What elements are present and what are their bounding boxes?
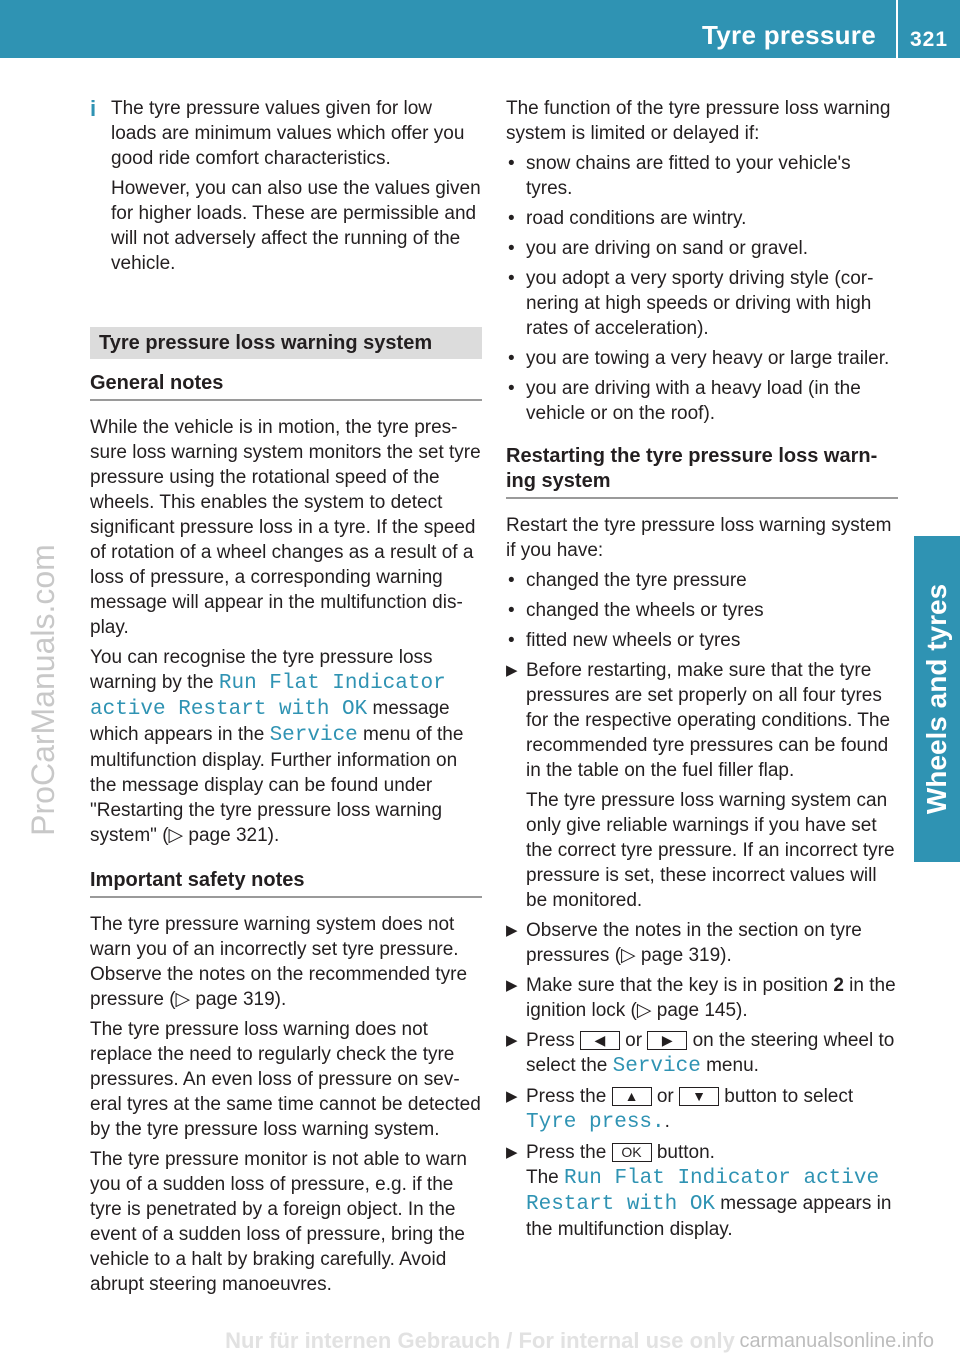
page-header-bar <box>0 0 960 58</box>
step-text: Observe the notes in the section on tyre pressures (▷ page 319). <box>526 920 862 966</box>
display-menu-item: Tyre press. <box>526 1111 665 1134</box>
step-text <box>526 1084 898 1135</box>
instruction-step <box>506 658 898 913</box>
list-item: • changed the tyre pressure <box>506 568 898 593</box>
body-paragraph: Restart the tyre pressure loss warning system if you have: <box>506 515 892 561</box>
text-run: Press <box>526 1030 580 1051</box>
instruction-step <box>506 1084 898 1135</box>
text-run: The <box>526 1167 565 1188</box>
list-item: • changed the wheels or tyres <box>506 598 898 623</box>
body-paragraph: The tyre pressure warning system does not warn you of an incorrectly set tyre pressure. Observe the notes on the recommended tyre pressure (▷ page 319). <box>90 914 468 1010</box>
text-run: Press the <box>526 1086 612 1107</box>
ok-key-icon: OK <box>612 1143 652 1162</box>
side-tab-gap <box>914 58 960 528</box>
footer-site: carmanualsonline.info <box>739 1330 934 1352</box>
text-run: button. <box>651 1142 715 1163</box>
body-paragraph <box>90 645 482 848</box>
triangle-right-icon: ▶ <box>506 1144 518 1161</box>
display-message: Run Flat Indicator active Restart with OK <box>90 672 446 721</box>
step-text <box>526 973 898 1023</box>
section-banner: Tyre pressure loss warning system <box>90 327 482 359</box>
list-item: • you are driving with a heavy load (in the vehicle or on the roof). <box>506 376 898 426</box>
watermark: ProCarManuals.com <box>25 544 61 836</box>
text-run: You can recognise the tyre pressure loss warning by the <box>90 647 433 693</box>
list-item: • fitted new wheels or tyres <box>506 628 898 653</box>
list-item: • you are driving on sand or gravel. <box>506 236 898 261</box>
display-menu-name: Service <box>269 724 358 747</box>
text-run: . <box>664 1111 670 1132</box>
limitations-list <box>506 151 898 426</box>
body-paragraph: The function of the tyre pressure loss warning system is limited or delayed if: <box>506 98 891 144</box>
chapter-tab-label: Wheels and tyres <box>921 583 952 815</box>
display-menu-name: Service <box>612 1055 701 1078</box>
footer-notice: Nur für internen Gebrauch / For internal use only <box>225 1328 735 1353</box>
restart-conditions-list <box>506 568 898 653</box>
display-message: Run Flat Indicator active Restart with OK <box>526 1167 880 1216</box>
triangle-right-icon: ▶ <box>506 977 518 994</box>
list-item: • road conditions are wintry. <box>506 206 898 231</box>
step-text <box>526 1140 898 1242</box>
up-arrow-key-icon: ▲ <box>612 1087 652 1106</box>
text-run: menu. <box>700 1055 759 1076</box>
body-paragraph: The tyre pressure monitor is not able to warn you of a sudden loss of pressure, e.g. if the tyre is penetrated by a foreign object. In the event of a sudden loss of pressure, bring the vehicle to a halt by braking carefully. Avoid abrupt steering manoeuvres. <box>90 1149 468 1295</box>
list-item: • snow chains are fitted to your vehicle's tyres. <box>506 151 898 201</box>
text-run: or <box>651 1086 679 1107</box>
info-note-body <box>111 96 482 281</box>
subheading-safety-notes: Important safety notes <box>90 868 482 898</box>
subheading-restarting: Restarting the tyre pressure loss warning system <box>506 444 898 499</box>
instruction-step <box>506 1028 898 1079</box>
text-run: message appears in the multifunction display. <box>526 1193 892 1240</box>
right-arrow-key-icon: ▶ <box>647 1031 687 1050</box>
text-run: button to select <box>719 1086 854 1107</box>
note-paragraph: However, you can also use the values given for higher loads. These are permissible and will not adversely affect the running of the vehicle. <box>111 178 481 274</box>
down-arrow-key-icon: ▼ <box>679 1087 719 1106</box>
triangle-right-icon: ▶ <box>506 1088 518 1105</box>
text-run: Make sure that the key is in position <box>526 975 834 996</box>
text-run: or <box>619 1030 648 1051</box>
text-run: Press the <box>526 1142 612 1163</box>
list-item: • you adopt a very sporty driving style (cornering at high speeds or driving with high rates of acceleration). <box>506 266 898 341</box>
body-paragraph: While the vehicle is in motion, the tyre pressure loss warning system monitors the set tyre pressure using the rotational speed of the wheels. This enables the system to detect significant pressure loss in a tyre. If the speed of rotation of a wheel changes as a result of a loss of pressure, a corresponding warning message will appear in the multifunction display. <box>90 417 481 638</box>
body-paragraph: The tyre pressure loss warning does not replace the need to regularly check the tyre pressures. An even loss of pressure on several tyres at the same time cannot be detected by the tyre pressure loss warning system. <box>90 1019 481 1140</box>
step-text: The tyre pressure loss warning system can only give reliable warnings if you have set the correct tyre pressure. If an incorrect tyre pressure is set, these incorrect values will be monitored. <box>526 790 895 911</box>
instruction-step <box>506 918 898 968</box>
text-run: on the steering wheel to select the <box>526 1030 895 1076</box>
key-position: 2 <box>833 975 844 996</box>
triangle-right-icon: ▶ <box>506 922 518 939</box>
instruction-step <box>506 973 898 1023</box>
triangle-right-icon: ▶ <box>506 662 518 679</box>
text-run: menu of the multifunction display. Further information on the message display can be found under "Restarting the tyre pressure loss warning system" (▷ page 321). <box>90 724 464 846</box>
info-icon: i <box>90 96 97 121</box>
page-number: 321 <box>909 28 949 51</box>
chapter-tab <box>914 536 960 862</box>
text-run: message which appears in the <box>90 698 450 745</box>
instruction-step <box>506 1140 898 1242</box>
step-text <box>526 1028 898 1079</box>
list-item: • you are towing a very heavy or large trailer. <box>506 346 898 371</box>
left-column <box>90 96 482 1302</box>
section-title: Tyre pressure <box>702 20 876 50</box>
left-arrow-key-icon: ◀ <box>580 1031 620 1050</box>
info-note <box>90 96 482 281</box>
text-run: in the ignition lock (▷ page 145). <box>526 975 896 1021</box>
triangle-right-icon: ▶ <box>506 1032 518 1049</box>
subheading-general-notes: General notes <box>90 371 482 401</box>
right-column <box>506 96 898 1247</box>
note-paragraph: The tyre pressure values given for low loads are minimum values which offer you good ride comfort characteristics. <box>111 98 465 169</box>
step-text: Before restarting, make sure that the tyre pressures are set properly on all four tyres for the respective operating conditions. The recommended tyre pressures can be found in the table on the fuel filler flap. <box>526 660 891 781</box>
